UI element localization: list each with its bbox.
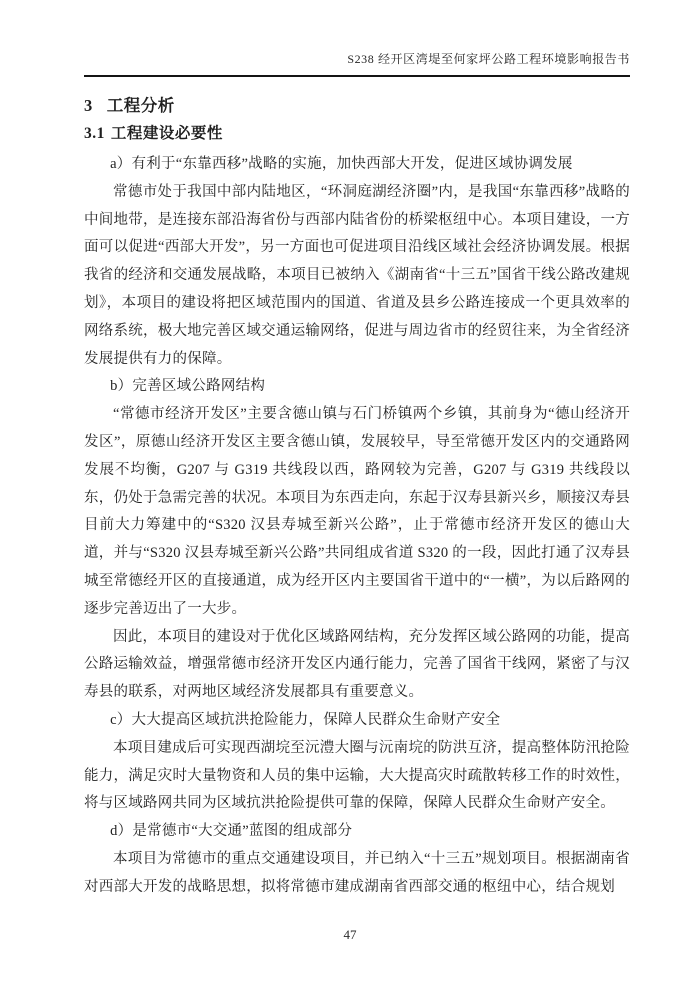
item-heading-c: c）大大提高区域抗洪抢险能力，保障人民群众生命财产安全 bbox=[110, 711, 501, 728]
section-heading bbox=[84, 96, 630, 116]
paragraph-a: 常德市处于我国中部内陆地区，“环洞庭湖经济圈”内，是我国“东靠西移”战略的中间地带，是连接东部沿海省份与西部内陆省份的桥梁枢纽中心。本项目建设，一方面可以促进“西部大开发”，另一方面也可促进项目沿线区域社会经济协调发展。根据我省的经济和交通发展战略，本项目已被纳入《湖南省“十三五”国省干线公路改建规划》，本项目的建设将把区域范围内的国道、省道及县乡公路连接成一个更具效率的网络系统，极大地完善区域交通运输网络，促进与周边省市的经贸往来，为全省经济发展提供有力的保障。 bbox=[84, 183, 630, 367]
paragraph-b2: 因此，本项目的建设对于优化区域路网结构，充分发挥区域公路网的功能，提高公路运输效益，增强常德市经济开发区内通行能力，完善了国省干线网，紧密了与汉寿县的联系，对两地区域经济发展都具有重要意义。 bbox=[84, 628, 630, 701]
body-text bbox=[84, 151, 630, 902]
paragraph-c: 本项目建成后可实现西湖垸至沅澧大圈与沅南垸的防洪互济，提高整体防汛抢险能力，满足灾时大量物资和人员的集中运输，大大提高灾时疏散转移工作的时效性，将与区域路网共同为区域抗洪抢险提供可靠的保障，保障人民群众生命财产安全。 bbox=[84, 739, 630, 812]
subsection-number: 3.1 bbox=[84, 125, 105, 142]
page-number: 47 bbox=[343, 927, 357, 942]
item-heading-b: b）完善区域公路网结构 bbox=[110, 378, 266, 395]
paragraph-d: 本项目为常德市的重点交通建设项目，并已纳入“十三五”规划项目。根据湖南省对西部大开发的战略思想，拟将常德市建成湖南省西部交通的枢纽中心，结合规划 bbox=[84, 850, 630, 895]
item-heading-d: d）是常德市“大交通”蓝图的组成部分 bbox=[110, 823, 353, 840]
subsection-heading bbox=[84, 124, 630, 144]
page-footer bbox=[0, 926, 700, 944]
paragraph-b1: “常德市经济开发区”主要含德山镇与石门桥镇两个乡镇，其前身为“德山经济开发区”，原德山经济开发区主要含德山镇，发展较早，导至常德开发区内的交通路网发展不均衡，G207 与 G319 共线段以西，路网较为完善，G207 与 G319 共线段以东，仍处于急需完善的状况。本项目为东西走向，东起于汉寿县新兴乡，顺接汉寿县目前大力筹建中的“S320 汉县寿城至新兴公路”，止于常德市经济开发区的德山大道，并与“S320 汉县寿城至新兴公路”共同组成省道 S320 的一段，因此打通了汉寿县城至常德经开区的直接通道，成为经开区内主要国省干道中的“一横”，为以后路网的逐步完善迈出了一大步。 bbox=[84, 406, 630, 617]
header-title: S238 经开区湾堤至何家坪公路工程环境影响报告书 bbox=[347, 52, 630, 66]
page-header bbox=[84, 0, 630, 77]
item-heading-a: a）有利于“东靠西移”战略的实施，加快西部大开发，促进区域协调发展 bbox=[110, 156, 573, 172]
section-title: 工程分析 bbox=[106, 96, 175, 115]
subsection-title: 工程建设必要性 bbox=[110, 125, 223, 142]
document-content bbox=[84, 96, 630, 902]
section-number: 3 bbox=[84, 96, 93, 115]
